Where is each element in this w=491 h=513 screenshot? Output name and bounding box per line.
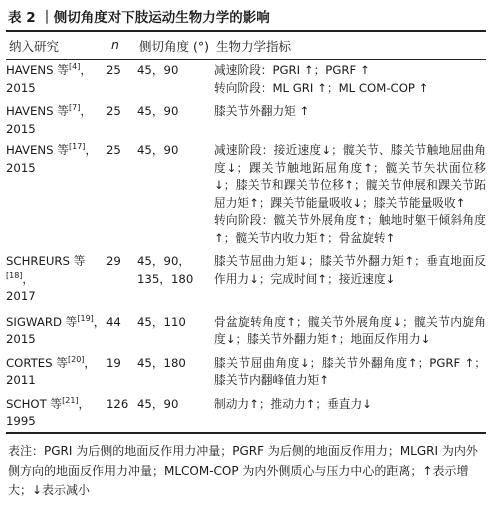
study-author: HAVENS 等 [6,63,69,77]
citation-ref: [7] [68,103,81,113]
header-study: 纳入研究 [9,39,60,54]
study-year: 2017 [6,289,36,303]
study-year: 2015 [6,121,36,136]
sample-size: 44 [106,314,121,329]
table-row [6,253,486,314]
sample-size: 29 [106,254,121,268]
study-author: HAVENS 等 [6,143,69,157]
sample-size: 19 [106,355,121,370]
header-indicators: 生物力学指标 [216,39,292,54]
sample-size: 25 [106,104,121,118]
table-note: 表注：PGRI 为后侧的地面反作用力冲量；PGRF 为后侧的地面反作用力；MLGRI 为内外侧方向的地面反作用力冲量；MLCOM-COP 为内外侧质心与压力中心的距离；↑表示增大；↓表示减小 [8,444,478,497]
header-angle: 侧切角度 (°) [139,39,209,54]
study-author: CORTES 等 [6,355,68,370]
biomechanics-indicators: 减速阶段：PGRI ↑；PGRF ↑ 转向阶段：ML GRI ↑；ML COM-COP ↑ [214,63,429,95]
citation-ref: [19] [77,313,94,323]
study-author: SCHREURS 等 [6,254,86,268]
cut-angle: 45，180 [137,355,186,370]
study-year: 1995 [6,414,36,428]
biomechanics-indicators: 膝关节屈曲力矩↓；膝关节外翻力矩↑；垂直地面反作用力↓；完成时间↑；接近速度↓ [214,254,486,286]
cut-angle: 45，90， 135，180 [137,254,194,286]
table-row [6,62,486,103]
study-cell: SIGWARD 等[19]， 2015 [6,313,106,346]
biomechanics-indicators: 骨盆旋转角度↑；髋关节外展角度↓；髋关节内旋角度↓；膝关节外翻力矩↑；地面反作用力↓ [214,314,486,346]
study-author: SIGWARD 等 [6,314,78,329]
sample-size: 25 [106,143,121,157]
table-row [6,314,486,355]
study-cell: SCHREURS 等[18]， 2017 [6,254,86,303]
cut-angle: 45，90 [137,104,179,118]
biomechanics-indicators: 膝关节屈曲角度↓；膝关节外翻角度↑；PGRF ↑；膝关节内翻峰值力矩↑ [214,355,486,387]
study-cell: HAVENS 等[7]， 2015 [6,103,93,136]
table-row [6,142,486,253]
table-row [6,103,486,142]
study-cell: HAVENS 等[4]， 2015 [6,62,93,95]
table-row [6,355,486,396]
study-cell: SCHOT 等[21]， 1995 [6,395,91,428]
biomechanics-indicators: 减速阶段：接近速度↓；髋关节、膝关节触地屈曲角度↓；踝关节触地跖屈角度↑；髋关节矢状面位移↓；膝关节和踝关节位移↑；髋关节伸展和踝关节跖屈力矩↑；踝关节能量吸收↓；膝关节能量吸收↑ 转向阶段：髋关节外展角度↑；触地时躯干倾斜角度↑；髋关节内收力矩↑；骨盆旋转↑ [214,143,486,245]
study-year: 2011 [6,373,36,387]
table-caption: 表 2 ｜侧切角度对下肢运动生物力学的影响 [8,10,270,26]
table-row [6,396,486,431]
study-cell: HAVENS 等[17]， 2015 [6,142,98,175]
sample-size: 126 [106,396,129,411]
top-rule [6,30,486,32]
study-year: 2015 [6,160,36,175]
study-author: SCHOT 等 [6,396,63,411]
citation-ref: [17] [68,142,86,152]
citation-ref: [18] [6,270,23,280]
citation-ref: [21] [62,395,79,405]
cut-angle: 45，110 [137,314,186,329]
citation-ref: [20] [67,354,85,364]
biomechanics-indicators: 制动力↑；推动力↑；垂直力↓ [214,396,372,411]
study-year: 2015 [6,80,36,95]
cut-angle: 45，90 [137,63,179,77]
cut-angle: 45，90 [137,143,179,157]
study-author: HAVENS 等 [6,104,69,118]
sample-size: 25 [106,63,121,77]
study-cell: CORTES 等[20]， 2011 [6,354,97,387]
data-table [6,62,486,431]
cut-angle: 45，90 [137,396,179,411]
bottom-rule [6,432,486,434]
biomechanics-indicators: 膝关节外翻力矩 ↑ [214,104,310,118]
citation-ref: [4] [68,62,81,72]
study-year: 2015 [6,332,36,346]
header-n: n [111,37,119,52]
header-rule [6,59,486,60]
